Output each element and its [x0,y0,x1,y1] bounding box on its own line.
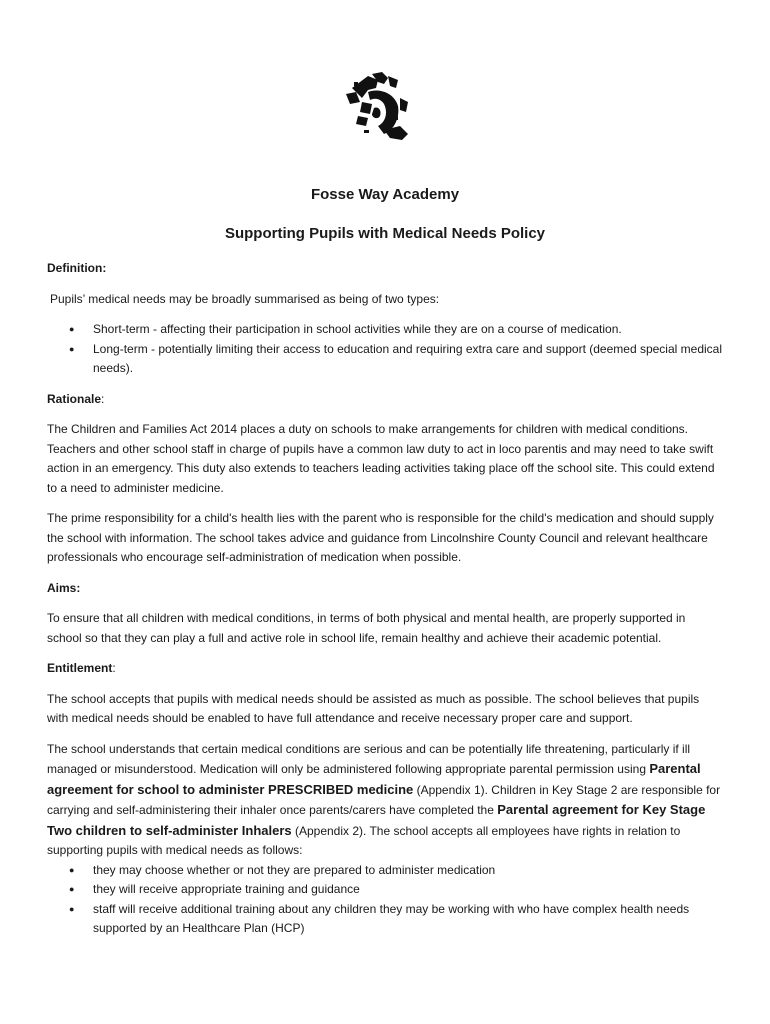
policy-title: Supporting Pupils with Medical Needs Policy [224,225,546,242]
list-item: ● they will receive appropriate training and guidance [47,880,723,900]
rationale-paragraph-2: The prime responsibility for a child's health lies with the parent who is responsible for the child's medication and should supply the school with information. The school takes advice and guidance from Lincolnshire County Council and relevant healthcare professionals who encourage self-administration of medication when possible. [47,511,714,564]
definition-intro: Pupils’ medical needs may be broadly summarised as being of two types: [50,291,440,306]
rationale-heading: Rationale [47,391,102,406]
definition-heading: Definition: [47,261,107,275]
list-item: ● they may choose whether or not they are prepared to administer medication [47,861,723,881]
entitlement-heading: Entitlement [47,661,113,675]
entitlement-paragraph-1: The school accepts that pupils with medical needs should be assisted as much as possible. The school believes that pupils with medical needs should be enabled to have full attendance and receive necessary proper care and support. [47,691,700,725]
entitlement-heading-line [47,659,723,679]
school-name: Fosse Way Academy [310,186,460,203]
definition-list [47,320,723,379]
entitlement-text-c: (Appendix 1). Children in Key Stage 2 are responsible for carrying and self-administering their inhaler once parents/carers have completed the [47,782,721,817]
staff-rights-list [47,861,723,939]
rationale-paragraph-1: The Children and Families Act 2014 places a duty on schools to make arrangements for children with medical conditions. Teachers and other school staff in charge of pupils have a common law duty to act in loco parentis and may need to take swift action in an emergency. This duty also extends to teachers leading activities taking place off the school site. This could extend to a need to administer medicine. [47,422,715,495]
entitlement-paragraph-2 [47,740,723,861]
list-item: ● Short-term - affecting their participation in school activities while they are on a course of medication. [47,320,723,340]
appendix-1-form-name: Parental agreement for school to administer PRESCRIBED medicine [47,761,701,797]
rationale-heading-suffix: : [101,391,105,406]
aims-heading: Aims: [47,580,81,595]
academy-crest-logo [338,68,422,144]
rationale-heading-line [47,390,723,410]
list-item: ● Long-term - potentially limiting their access to education and requiring extra care and support (deemed special medical needs). [47,340,723,379]
aims-paragraph: To ensure that all children with medical conditions, in terms of both physical and mental health, are properly supported in school so that they can play a full and active role in school life, remain healthy and achieve their academic potential. [47,611,686,645]
policy-body [47,259,723,950]
entitlement-text-e: (Appendix 2). The school accepts all employees have rights in relation to supporting pupils with medical needs as follows: [47,823,681,857]
entitlement-heading-suffix: : [112,661,116,675]
list-item: ● staff will receive additional training about any children they may be working with who have complex health needs supported by an Healthcare Plan (HCP) [47,900,723,939]
entitlement-text-a: The school understands that certain medical conditions are serious and can be potentially life threatening, particularly if ill managed or misunderstood. Medication will only be administered following appropriate parental permission using [47,741,691,776]
appendix-2-form-name: Parental agreement for Key Stage Two children to self-administer Inhalers [47,802,706,838]
